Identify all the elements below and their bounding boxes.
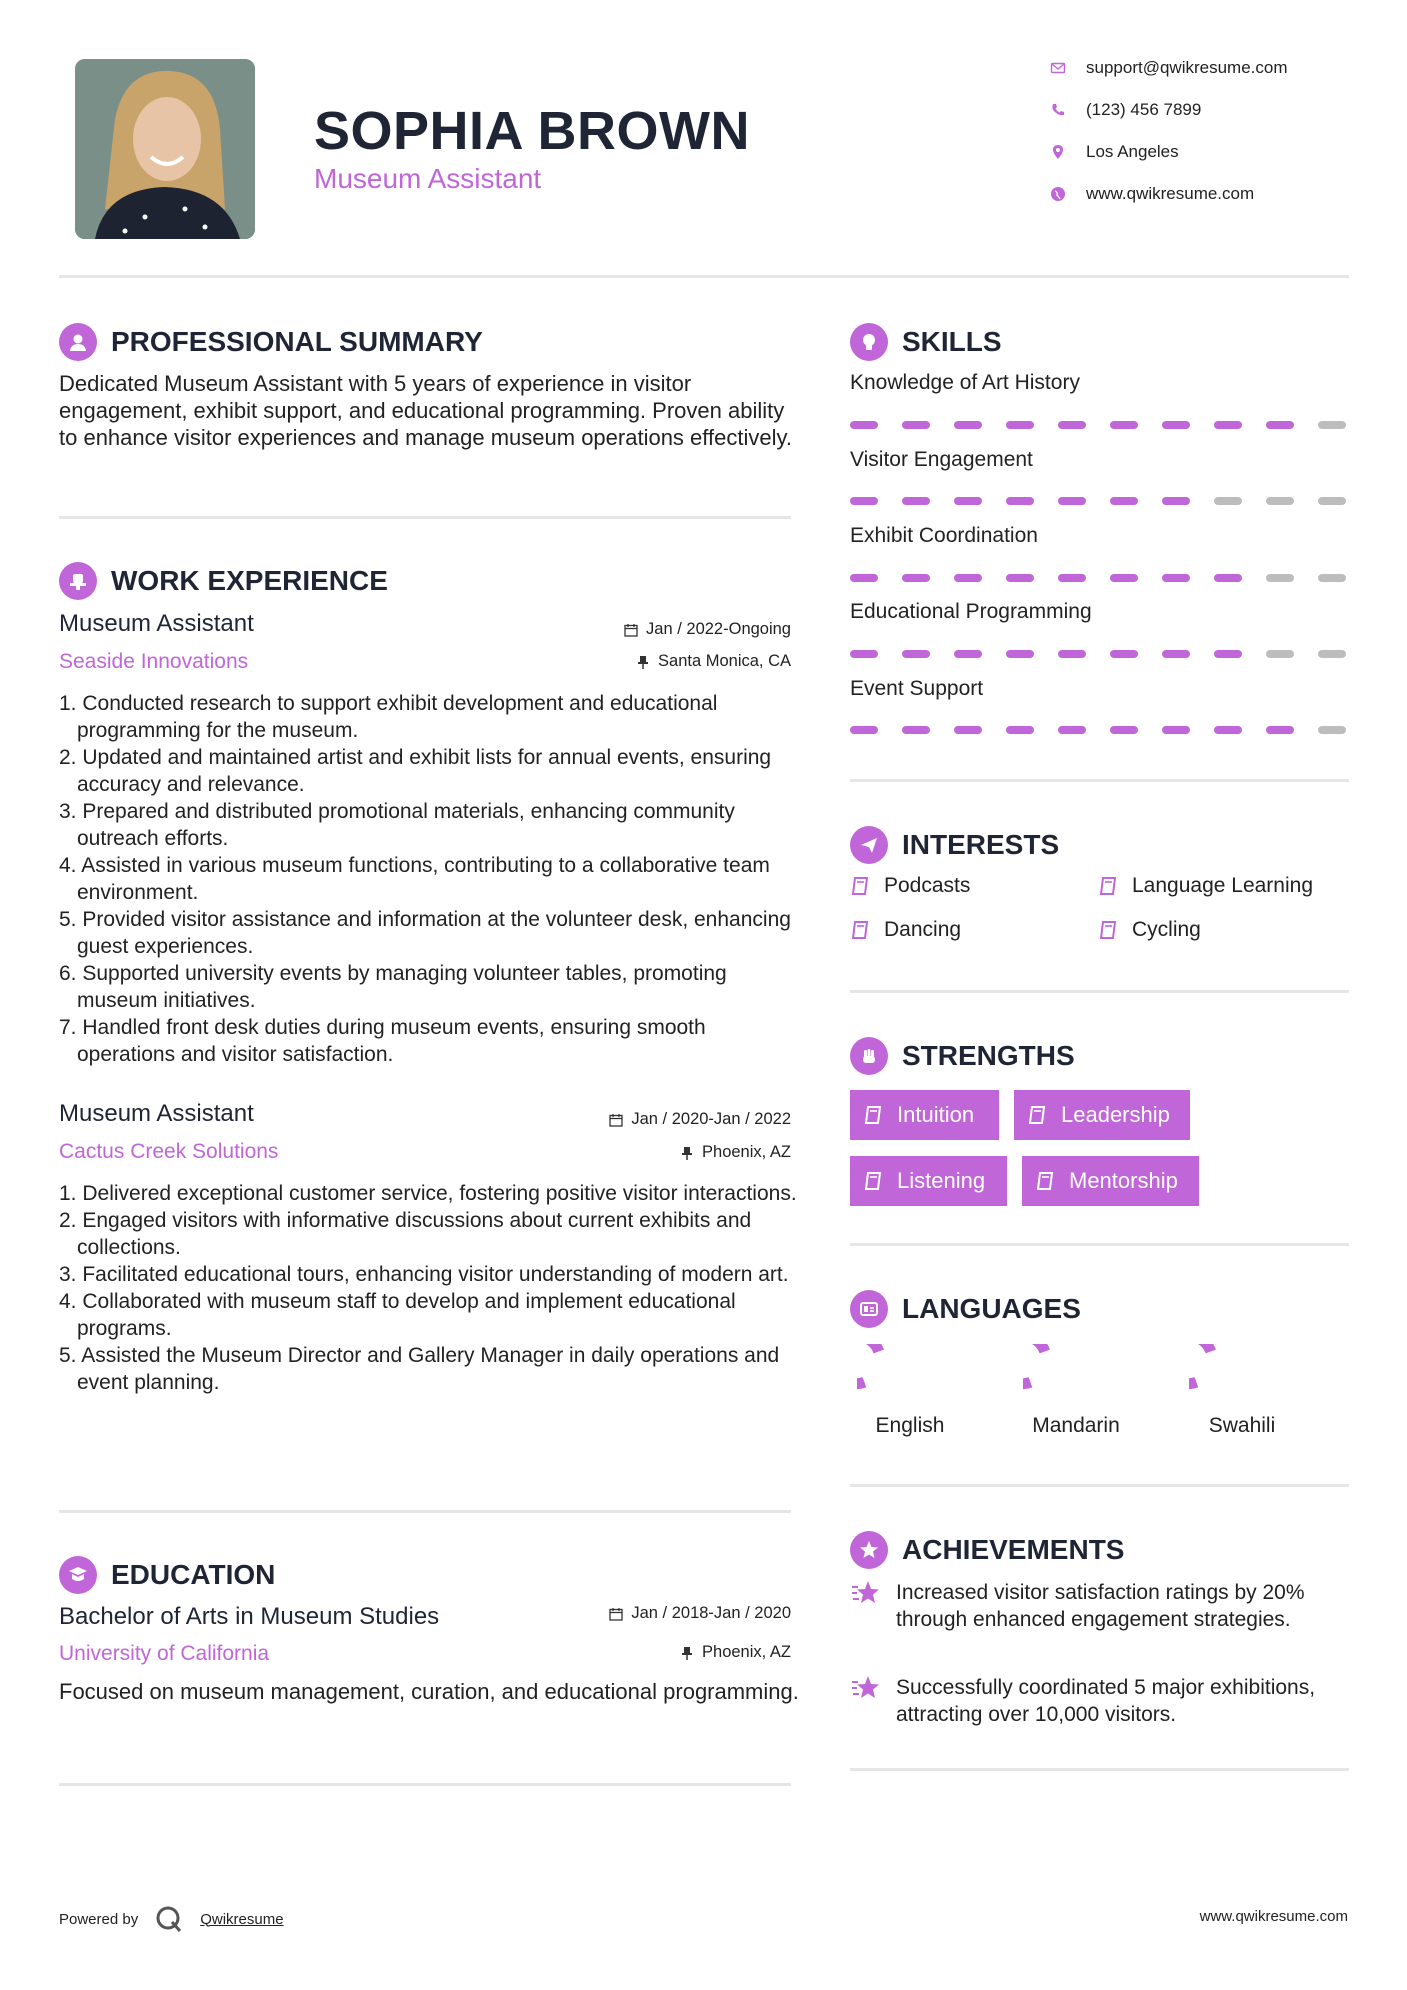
rating-dot-filled xyxy=(954,574,982,582)
rating-dot-filled xyxy=(1006,421,1034,429)
rating-dot-filled xyxy=(1110,421,1138,429)
candidate-title: Museum Assistant xyxy=(314,163,542,194)
contact-email[interactable] xyxy=(1050,58,1288,78)
brand-link[interactable]: Qwikresume xyxy=(200,1910,284,1928)
rating-dot-filled xyxy=(954,650,982,658)
education-location: Phoenix, AZ xyxy=(520,1643,791,1662)
skill-label: Visitor Engagement xyxy=(850,448,1033,471)
achievements-divider xyxy=(850,1768,1349,1771)
mail-icon xyxy=(1050,60,1066,76)
rating-dot-empty xyxy=(1318,574,1346,582)
experience-heading: WORK EXPERIENCE xyxy=(59,562,388,600)
language-ring-mandarin xyxy=(1023,1344,1083,1404)
pin-icon xyxy=(680,1146,694,1160)
person-icon xyxy=(59,323,97,361)
list-item: 2. Updated and maintained artist and exhibit lists for annual events, ensuring accuracy and relevance. xyxy=(59,746,772,796)
strength-chip: Mentorship xyxy=(1022,1156,1199,1206)
interest-item: Podcasts xyxy=(850,874,970,898)
job-1-location: Santa Monica, CA xyxy=(520,652,791,671)
rating-dot-empty xyxy=(1318,497,1346,505)
badge-icon xyxy=(850,1531,888,1569)
education-text: Focused on museum management, curation, and educational programming. xyxy=(59,1679,799,1704)
rating-dot-filled xyxy=(1162,726,1190,734)
summary-text: Dedicated Museum Assistant with 5 years of experience in visitor engagement, exhibit support, and educational programming. Proven ability to enhance visitor experiences and manage museum operations effectively. xyxy=(59,371,792,450)
rating-dot-empty xyxy=(1318,421,1346,429)
rating-dot-filled xyxy=(850,497,878,505)
rating-dot-filled xyxy=(850,650,878,658)
job-1-date: Jan / 2022-Ongoing xyxy=(520,620,791,639)
globe-icon xyxy=(1050,186,1066,202)
calendar-icon xyxy=(609,1113,623,1127)
list-item: 7. Handled front desk duties during museum events, ensuring smooth operations and visitor satisfaction. xyxy=(59,1016,706,1066)
contact-phone-text: (123) 456 7899 xyxy=(1086,100,1202,119)
achievement-item: Increased visitor satisfaction ratings by 20% through enhanced engagement strategies. xyxy=(850,1579,1340,1633)
rating-dot-filled xyxy=(1162,421,1190,429)
footer-powered xyxy=(59,1904,284,1934)
rating-dot-filled xyxy=(1162,497,1190,505)
contact-website[interactable] xyxy=(1050,184,1254,204)
rating-dot-empty xyxy=(1266,650,1294,658)
rating-dot-filled xyxy=(1110,726,1138,734)
achievements-heading: ACHIEVEMENTS xyxy=(850,1531,1124,1569)
rating-dot-filled xyxy=(1214,650,1242,658)
language-name: Swahili xyxy=(1208,1414,1276,1437)
rating-dot-filled xyxy=(1058,650,1086,658)
job-2-date: Jan / 2020-Jan / 2022 xyxy=(520,1110,791,1129)
calendar-icon xyxy=(609,1607,623,1621)
rating-dot-empty xyxy=(1318,726,1346,734)
interests-divider xyxy=(850,990,1349,993)
language-level-arc xyxy=(1023,1344,1045,1384)
list-item: 3. Facilitated educational tours, enhancing visitor understanding of modern art. xyxy=(59,1263,789,1286)
skills-heading: SKILLS xyxy=(850,323,1002,361)
book-icon xyxy=(1098,876,1118,896)
rating-dot-filled xyxy=(1162,574,1190,582)
fist-icon xyxy=(850,1037,888,1075)
education-degree: Bachelor of Arts in Museum Studies xyxy=(59,1603,440,1630)
languages-divider xyxy=(850,1484,1349,1487)
calendar-icon xyxy=(624,623,638,637)
location-icon xyxy=(1050,144,1066,160)
contact-website-text: www.qwikresume.com xyxy=(1086,184,1255,203)
list-item: 1. Delivered exceptional customer service, fostering positive visitor interactions. xyxy=(59,1182,797,1205)
interest-item: Dancing xyxy=(850,918,961,942)
strengths-divider xyxy=(850,1243,1349,1246)
education-school: University of California xyxy=(59,1642,270,1665)
language-icon xyxy=(850,1290,888,1328)
list-item: 1. Conducted research to support exhibit development and educational programming for the museum. xyxy=(59,692,718,742)
rating-dot-filled xyxy=(902,726,930,734)
skill-rating xyxy=(850,650,1370,658)
contact-email-text: support@qwikresume.com xyxy=(1086,58,1288,77)
education-heading: EDUCATION xyxy=(59,1556,275,1594)
rating-dot-filled xyxy=(902,574,930,582)
skill-label: Exhibit Coordination xyxy=(850,524,1038,547)
skill-label: Event Support xyxy=(850,677,984,700)
contact-location-text: Los Angeles xyxy=(1086,142,1179,161)
powered-by-text: Powered by xyxy=(59,1910,139,1928)
lightbulb-icon xyxy=(850,323,888,361)
rating-dot-filled xyxy=(1058,421,1086,429)
skill-rating xyxy=(850,421,1370,429)
job-2-bullets xyxy=(59,1180,799,1396)
strength-chip: Listening xyxy=(850,1156,1007,1206)
list-item: 3. Prepared and distributed promotional materials, enhancing community outreach efforts. xyxy=(59,800,735,850)
rating-dot-filled xyxy=(1006,497,1034,505)
list-item: 4. Collaborated with museum staff to develop and implement educational programs. xyxy=(59,1290,736,1340)
education-divider xyxy=(59,1783,791,1786)
list-item: 5. Provided visitor assistance and information at the volunteer desk, enhancing guest experiences. xyxy=(59,908,791,958)
strengths-heading: STRENGTHS xyxy=(850,1037,1075,1075)
rating-dot-empty xyxy=(1318,650,1346,658)
language-level-arc xyxy=(1189,1344,1211,1384)
languages-heading: LANGUAGES xyxy=(850,1290,1081,1328)
skill-rating xyxy=(850,726,1370,734)
pin-icon xyxy=(636,655,650,669)
job-1-role: Museum Assistant xyxy=(59,610,254,637)
rating-dot-empty xyxy=(1214,497,1242,505)
list-item: 4. Assisted in various museum functions, contributing to a collaborative team environment. xyxy=(59,854,770,904)
book-icon xyxy=(1098,920,1118,940)
rating-dot-filled xyxy=(1266,726,1294,734)
skills-divider xyxy=(850,779,1349,782)
rating-dot-filled xyxy=(1006,574,1034,582)
contact-location xyxy=(1050,142,1179,162)
book-icon xyxy=(863,1105,883,1125)
paper-plane-icon xyxy=(850,826,888,864)
rating-dot-empty xyxy=(1266,574,1294,582)
rating-dot-filled xyxy=(902,650,930,658)
book-icon xyxy=(1035,1171,1055,1191)
book-icon xyxy=(1027,1105,1047,1125)
book-icon xyxy=(850,876,870,896)
skill-label: Educational Programming xyxy=(850,600,1092,623)
language-ring-swahili xyxy=(1189,1344,1249,1404)
language-level-arc xyxy=(857,1344,879,1384)
job-2-role: Museum Assistant xyxy=(59,1100,254,1127)
rating-dot-filled xyxy=(1266,421,1294,429)
rating-dot-filled xyxy=(1058,574,1086,582)
rating-dot-filled xyxy=(1110,650,1138,658)
qwikresume-logo-icon xyxy=(154,1904,184,1934)
briefcase-icon xyxy=(59,562,97,600)
star-icon xyxy=(850,1672,882,1704)
rating-dot-filled xyxy=(954,497,982,505)
rating-dot-filled xyxy=(850,726,878,734)
rating-dot-filled xyxy=(1006,726,1034,734)
rating-dot-filled xyxy=(954,421,982,429)
rating-dot-filled xyxy=(1058,726,1086,734)
experience-divider xyxy=(59,1510,791,1513)
phone-icon xyxy=(1050,102,1066,118)
rating-dot-filled xyxy=(902,421,930,429)
star-icon xyxy=(850,1577,882,1609)
profile-photo xyxy=(75,59,255,239)
skill-label: Knowledge of Art History xyxy=(850,371,1080,394)
book-icon xyxy=(850,920,870,940)
summary-divider xyxy=(59,516,791,519)
header-divider xyxy=(59,275,1349,278)
rating-dot-filled xyxy=(850,574,878,582)
candidate-name: SOPHIA BROWN xyxy=(314,101,750,161)
interest-item: Language Learning xyxy=(1098,874,1313,898)
list-item: 5. Assisted the Museum Director and Gallery Manager in daily operations and event planning. xyxy=(59,1344,780,1394)
pin-icon xyxy=(680,1646,694,1660)
footer-url[interactable]: www.qwikresume.com xyxy=(1199,1908,1348,1925)
skill-rating xyxy=(850,574,1370,582)
book-icon xyxy=(863,1171,883,1191)
rating-dot-filled xyxy=(1214,421,1242,429)
strength-chip: Intuition xyxy=(850,1090,999,1140)
rating-dot-empty xyxy=(1266,497,1294,505)
contact-phone[interactable] xyxy=(1050,100,1201,120)
job-1-company: Seaside Innovations xyxy=(59,650,249,673)
rating-dot-filled xyxy=(850,421,878,429)
achievement-item: Successfully coordinated 5 major exhibitions, attracting over 10,000 visitors. xyxy=(850,1674,1340,1728)
job-2-company: Cactus Creek Solutions xyxy=(59,1140,279,1163)
rating-dot-filled xyxy=(1214,726,1242,734)
interests-heading: INTERESTS xyxy=(850,826,1059,864)
interest-item: Cycling xyxy=(1098,918,1201,942)
language-name: Mandarin xyxy=(1032,1414,1120,1437)
skill-rating xyxy=(850,497,1370,505)
rating-dot-filled xyxy=(1110,497,1138,505)
rating-dot-filled xyxy=(1006,650,1034,658)
rating-dot-filled xyxy=(954,726,982,734)
strength-chip: Leadership xyxy=(1014,1090,1190,1140)
rating-dot-filled xyxy=(902,497,930,505)
rating-dot-filled xyxy=(1110,574,1138,582)
job-1-bullets xyxy=(59,690,799,1068)
education-date: Jan / 2018-Jan / 2020 xyxy=(520,1604,791,1623)
rating-dot-filled xyxy=(1162,650,1190,658)
graduate-icon xyxy=(59,1556,97,1594)
list-item: 6. Supported university events by managing volunteer tables, promoting museum initiatives. xyxy=(59,962,727,1012)
list-item: 2. Engaged visitors with informative discussions about current exhibits and collections. xyxy=(59,1209,752,1259)
rating-dot-filled xyxy=(1214,574,1242,582)
language-name: English xyxy=(875,1414,945,1437)
summary-heading: PROFESSIONAL SUMMARY xyxy=(59,323,483,361)
rating-dot-filled xyxy=(1058,497,1086,505)
language-ring-english xyxy=(857,1344,917,1404)
job-2-location: Phoenix, AZ xyxy=(520,1143,791,1162)
